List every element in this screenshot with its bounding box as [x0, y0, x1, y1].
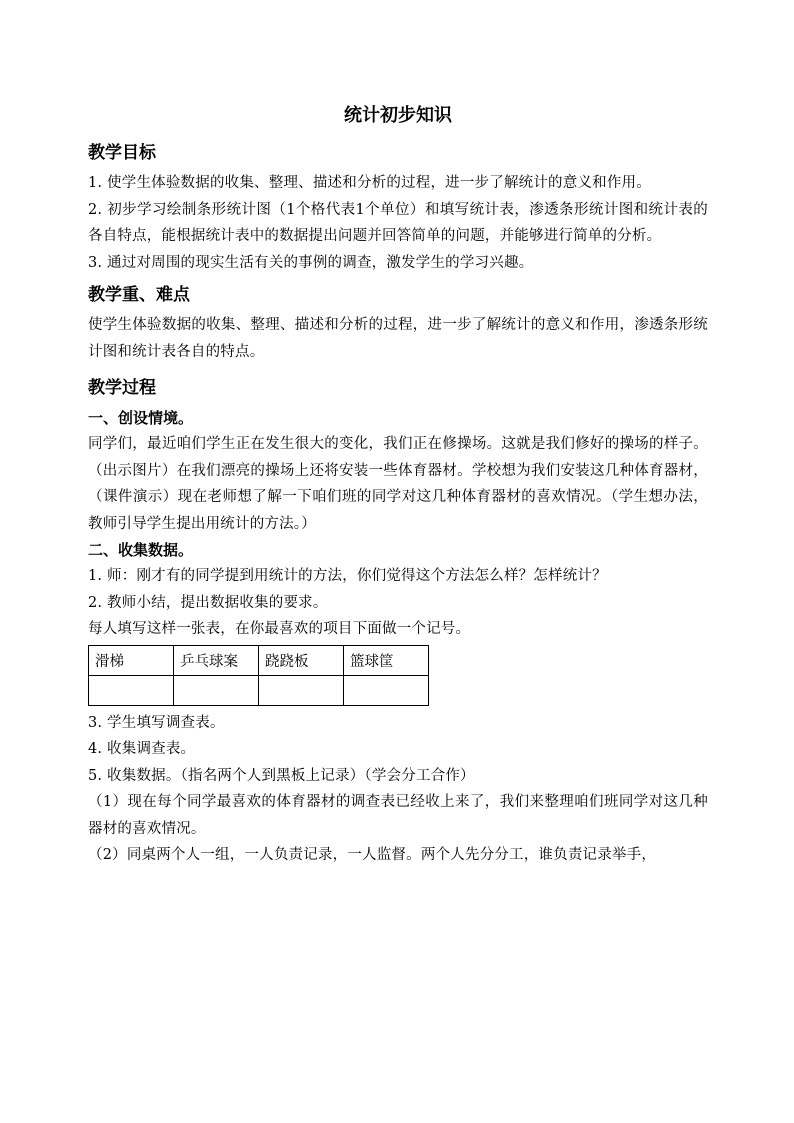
part2-heading: 二、收集数据。 — [88, 541, 194, 559]
survey-table-blank-row — [89, 675, 429, 705]
survey-header-cell: 乒乓球案 — [174, 645, 259, 675]
part2-item-3: 3. 学生填写调查表。 — [88, 714, 225, 731]
part2-item-1: 1. 师：刚才有的同学提到用统计的方法，你们觉得这个方法怎么样？怎样统计？ — [88, 568, 607, 584]
goal-item-2: 2. 初步学习绘制条形统计图（1个格代表1个单位）和填写统计表，渗透条形统计图和统计表的各自特点，能根据统计表中的数据提出问题并回答简单的问题，并能够进行简单的分析。 — [88, 201, 708, 244]
survey-header-cell: 篮球筐 — [344, 645, 429, 675]
survey-table-header-row — [89, 645, 429, 675]
survey-blank-cell — [89, 675, 174, 705]
survey-blank-cell — [259, 675, 344, 705]
part1-text: 同学们，最近咱们学生正在发生很大的变化，我们正在修操场。这就是我们修好的操场的样子。（出示图片）在我们漂亮的操场上还将安装一些体育器材。学校想为我们安装这几种体育器材，（课件演示）现在老师想了解一下咱们班的同学对这几种体育器材的喜欢情况。（学生想办法，教师引导学生提出用统计的方法。） — [88, 436, 708, 532]
goal-item-3: 3. 通过对周围的现实生活有关的事例的调查，激发学生的学习兴趣。 — [88, 254, 534, 271]
goals-heading: 教学目标 — [88, 143, 156, 163]
part2-item-5: 5. 收集数据。（指名两个人到黑板上记录）（学会分工合作） — [88, 767, 475, 784]
survey-table — [88, 645, 429, 706]
key-points-heading: 教学重、难点 — [88, 285, 190, 305]
survey-blank-cell — [344, 675, 429, 705]
survey-header-cell: 跷跷板 — [259, 645, 344, 675]
goal-item-1: 1. 使学生体验数据的收集、整理、描述和分析的过程，进一步了解统计的意义和作用。 — [88, 175, 651, 191]
part2-item-4: 4. 收集调查表。 — [88, 741, 196, 757]
part2-subitem-2: （2）同桌两个人一组，一人负责记录，一人监督。两个人先分分工，谁负责记录举手， — [88, 847, 657, 863]
part2-subitem-1: （1）现在每个同学最喜欢的体育器材的调查表已经收上来了，我们来整理咱们班同学对这几种器材的喜欢情况。 — [88, 794, 708, 837]
document-title: 统计初步知识 — [344, 105, 452, 126]
process-heading: 教学过程 — [88, 378, 156, 398]
document-page — [88, 100, 708, 869]
part1-heading: 一、创设情境。 — [88, 409, 194, 427]
survey-blank-cell — [174, 675, 259, 705]
survey-header-cell: 滑梯 — [89, 645, 174, 675]
key-points-text: 使学生体验数据的收集、整理、描述和分析的过程，进一步了解统计的意义和作用，渗透条形统计图和统计表各自的特点。 — [88, 317, 708, 360]
part2-instruction: 每人填写这样一张表，在你最喜欢的项目下面做一个记号。 — [88, 621, 471, 637]
part2-item-2: 2. 教师小结，提出数据收集的要求。 — [88, 594, 328, 611]
